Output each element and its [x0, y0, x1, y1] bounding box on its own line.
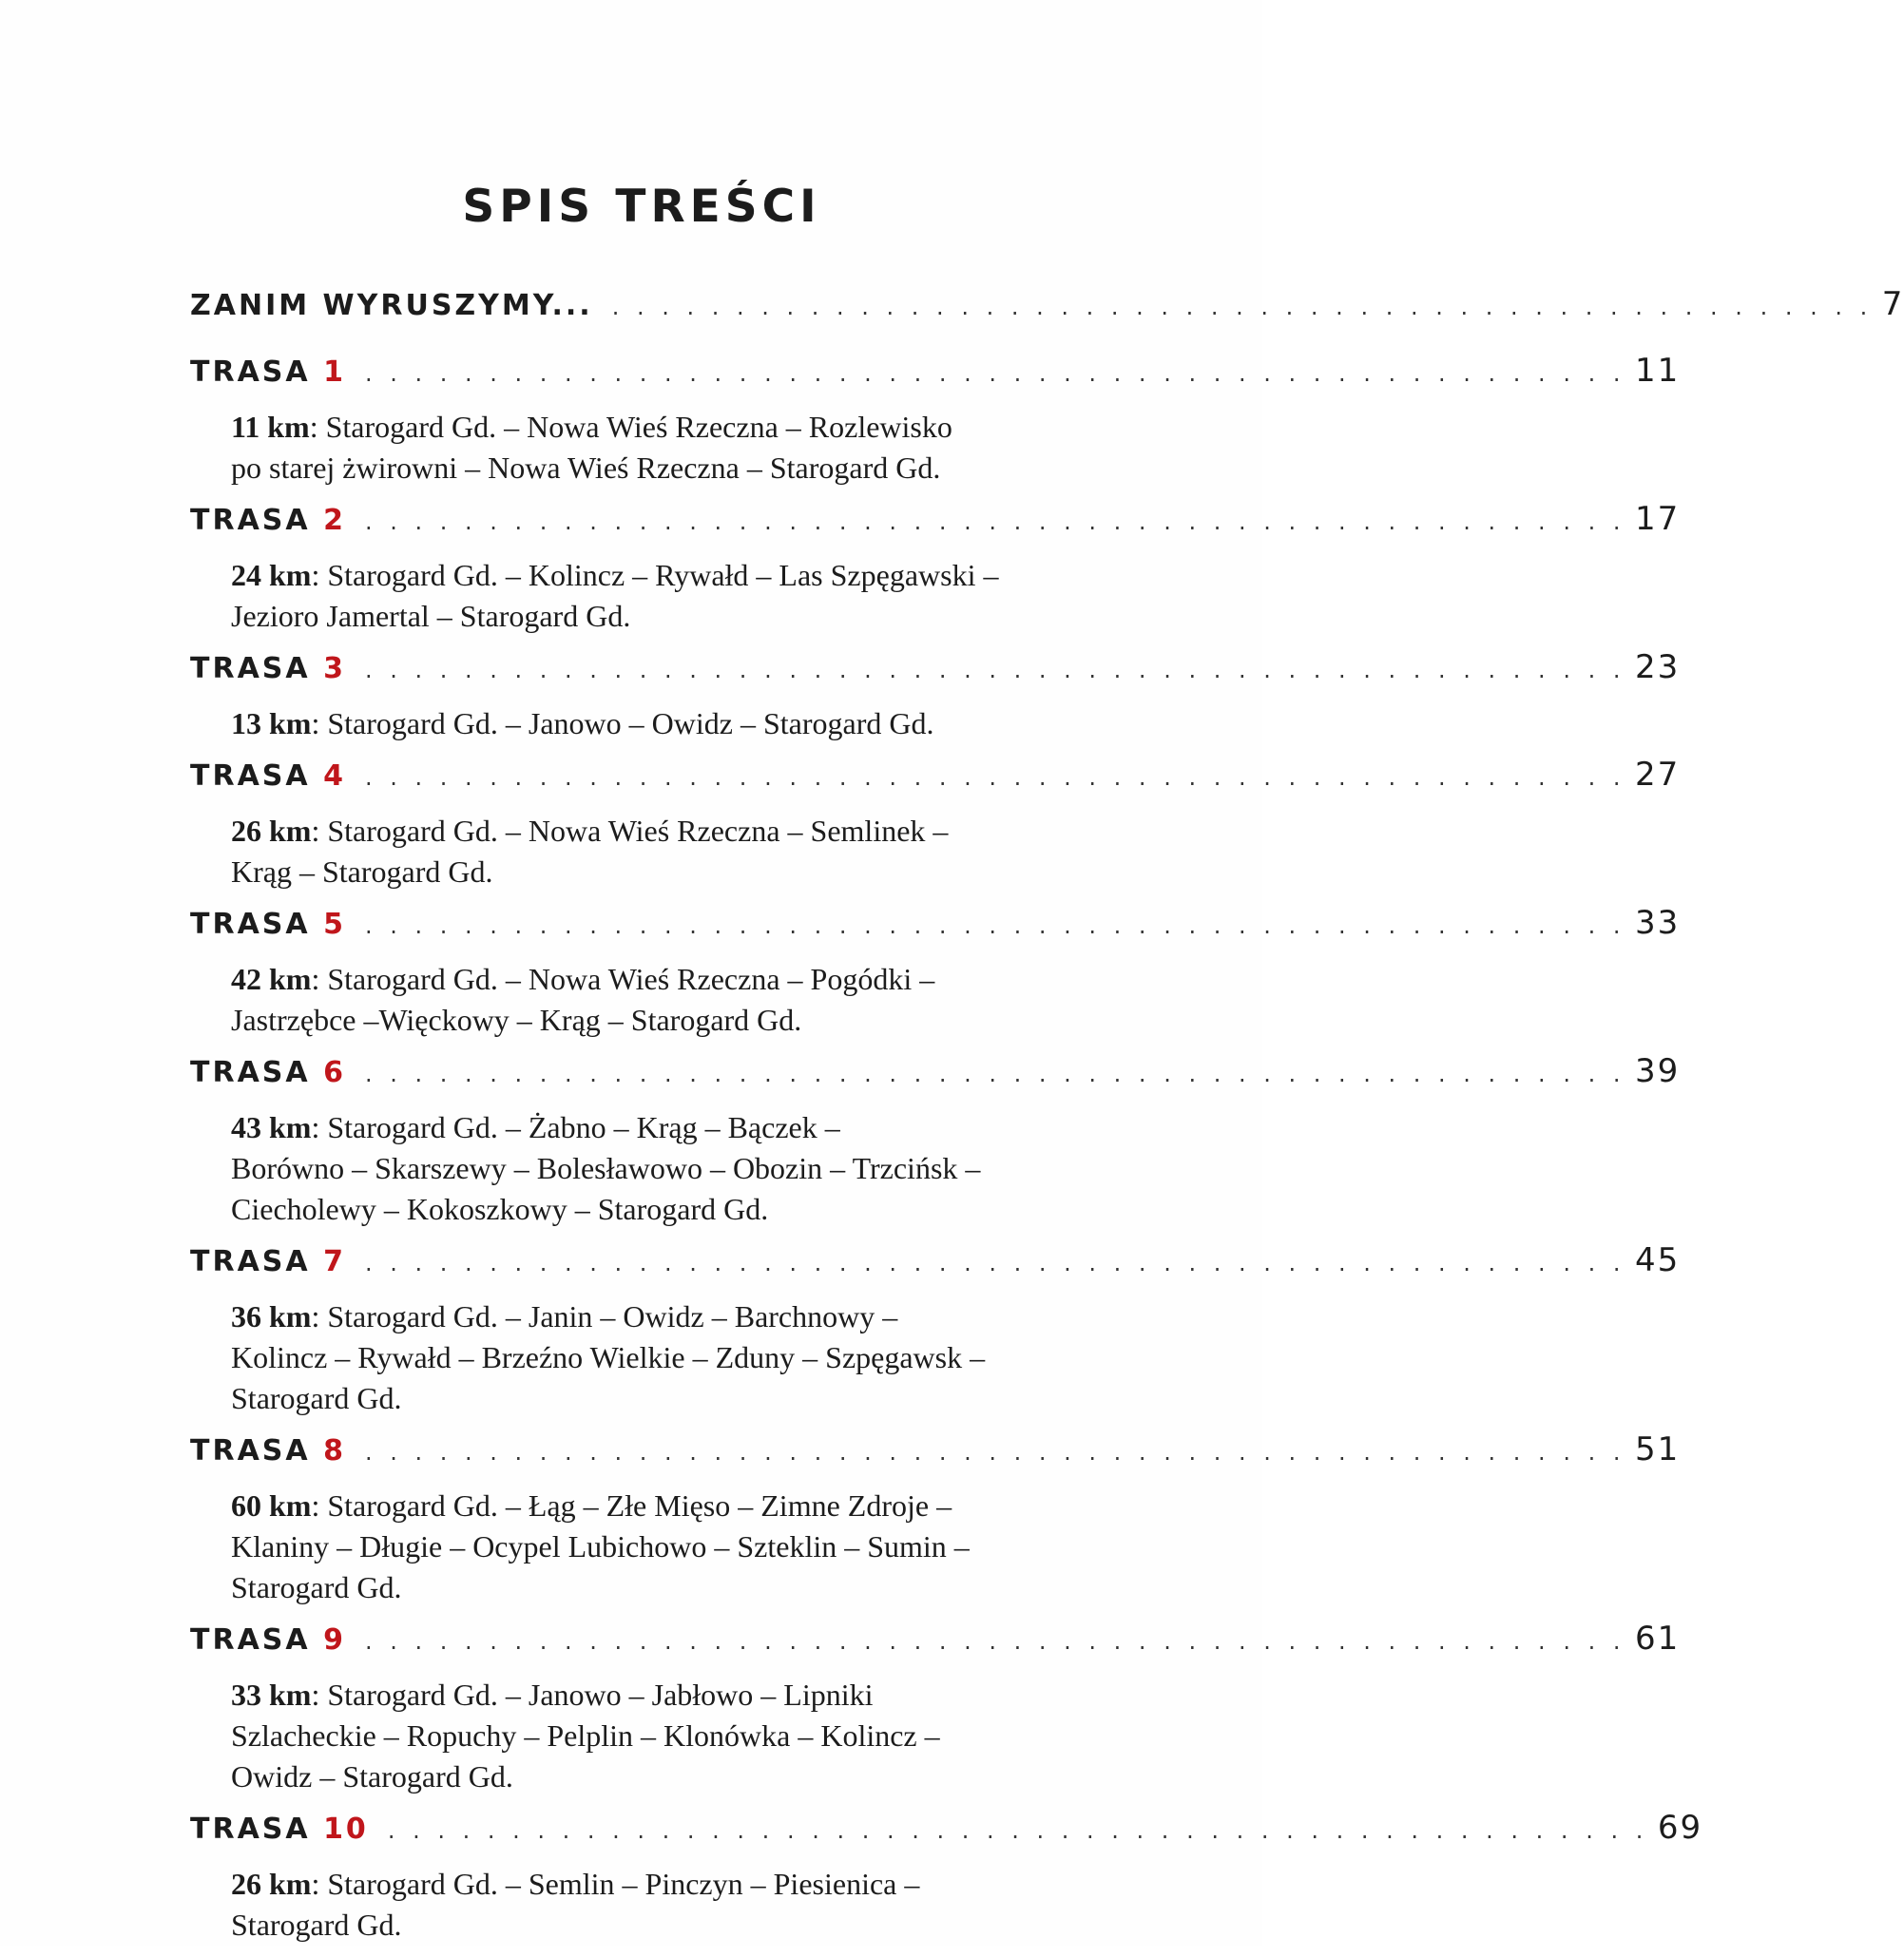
route-number: 1 — [323, 355, 346, 389]
toc-heading-row — [190, 285, 1904, 340]
dot-leader: . . . . . . . . . . . . . . . . . . . . . . . . . . . . . . . . . . . . . . . . . . . . . . . . . . . — [387, 1817, 1648, 1844]
toc-entry-trasa-5 — [190, 904, 1681, 1041]
route-description — [231, 1486, 1067, 1608]
toc-heading — [190, 1434, 346, 1468]
toc-heading-row — [190, 500, 1681, 555]
route-stops: : Starogard Gd. – Janowo – Owidz – Starogard Gd. — [311, 706, 934, 740]
toc-heading — [190, 759, 346, 793]
route-description — [231, 703, 1067, 744]
toc-entry-trasa-9 — [190, 1620, 1681, 1797]
route-line — [231, 1486, 1067, 1526]
toc-heading — [190, 1813, 369, 1846]
trasa-word: TRASA — [190, 1056, 311, 1089]
route-description — [231, 1107, 1067, 1230]
toc-heading-row — [190, 352, 1681, 407]
route-line: Jastrzębce –Więckowy – Krąg – Starogard Gd. — [231, 1003, 802, 1037]
trasa-word: TRASA — [190, 1245, 311, 1278]
route-distance: 11 km — [231, 410, 310, 444]
trasa-word: TRASA — [190, 1434, 311, 1468]
toc-entry-trasa-6 — [190, 1052, 1681, 1230]
page-number: 69 — [1657, 1809, 1703, 1847]
trasa-word: TRASA — [190, 759, 311, 793]
toc-heading — [190, 652, 346, 685]
route-line — [231, 1107, 1067, 1148]
route-distance: 26 km — [231, 1867, 312, 1901]
toc-entry-trasa-4 — [190, 756, 1681, 892]
route-stops: : Starogard Gd. – Nowa Wieś Rzeczna – Pogódki – — [311, 962, 935, 996]
trasa-word: TRASA — [190, 652, 311, 685]
toc-heading-row — [190, 1430, 1681, 1486]
route-stops: : Starogard Gd. – Nowa Wieś Rzeczna – Semlinek – — [311, 814, 949, 848]
route-stops: : Starogard Gd. – Janowo – Jabłowo – Lipniki — [311, 1678, 874, 1712]
route-line: Borówno – Skarszewy – Bolesławowo – Obozin – Trzcińsk – — [231, 1151, 981, 1185]
dot-leader: . . . . . . . . . . . . . . . . . . . . . . . . . . . . . . . . . . . . . . . . . . . . . . . . . . . — [364, 1250, 1625, 1276]
toc-heading: ZANIM WYRUSZYMY... — [190, 289, 593, 322]
dot-leader: . . . . . . . . . . . . . . . . . . . . . . . . . . . . . . . . . . . . . . . . . . . . . . . . . . . — [364, 1628, 1625, 1655]
route-number: 4 — [323, 759, 346, 793]
page-number: 7 — [1881, 285, 1904, 323]
route-description — [231, 555, 1067, 637]
route-line — [231, 555, 1067, 596]
toc-heading — [190, 1245, 346, 1278]
toc-heading-row — [190, 648, 1681, 703]
toc-heading-row — [190, 904, 1681, 959]
route-number: 6 — [323, 1056, 346, 1089]
route-line: Jezioro Jamertal – Starogard Gd. — [231, 599, 631, 633]
route-line: Kolincz – Rywałd – Brzeźno Wielkie – Zduny – Szpęgawsk – — [231, 1340, 986, 1374]
toc-heading — [190, 504, 346, 537]
toc-entry-trasa-1 — [190, 352, 1681, 489]
route-line — [231, 1864, 1067, 1905]
trasa-word: TRASA — [190, 1623, 311, 1657]
toc-heading-row — [190, 1052, 1681, 1107]
dot-leader: . . . . . . . . . . . . . . . . . . . . . . . . . . . . . . . . . . . . . . . . . . . . . . . . . . . — [364, 764, 1625, 791]
route-number: 9 — [323, 1623, 346, 1657]
route-description — [231, 811, 1067, 892]
route-number: 3 — [323, 652, 346, 685]
route-description — [231, 407, 1067, 489]
page-number: 17 — [1634, 500, 1681, 538]
route-description — [231, 1864, 1067, 1946]
trasa-word: TRASA — [190, 1813, 311, 1846]
route-line: Szlacheckie – Ropuchy – Pelplin – Klonówka – Kolincz – — [231, 1718, 940, 1753]
route-distance: 13 km — [231, 706, 312, 740]
route-number: 10 — [323, 1813, 369, 1846]
route-line: Owidz – Starogard Gd. — [231, 1759, 513, 1794]
page-title: SPIS TREŚCI — [462, 181, 821, 233]
dot-leader: . . . . . . . . . . . . . . . . . . . . . . . . . . . . . . . . . . . . . . . . . . . . . . . . . . . — [364, 657, 1625, 683]
toc-heading-row — [190, 1241, 1681, 1296]
route-line: Starogard Gd. — [231, 1908, 402, 1942]
route-line — [231, 811, 1067, 852]
toc-heading-row — [190, 1809, 1703, 1864]
route-line: Starogard Gd. — [231, 1381, 402, 1415]
route-description — [231, 959, 1067, 1041]
route-stops: : Starogard Gd. – Żabno – Krąg – Bączek – — [311, 1110, 840, 1144]
route-distance: 24 km — [231, 558, 312, 592]
route-line — [231, 1296, 1067, 1337]
dot-leader: . . . . . . . . . . . . . . . . . . . . . . . . . . . . . . . . . . . . . . . . . . . . . . . . . . . — [611, 294, 1873, 320]
route-line — [231, 1675, 1067, 1716]
toc-heading — [190, 355, 346, 389]
toc-entry-trasa-10 — [190, 1809, 1703, 1946]
route-stops: : Starogard Gd. – Nowa Wieś Rzeczna – Rozlewisko — [309, 410, 952, 444]
dot-leader: . . . . . . . . . . . . . . . . . . . . . . . . . . . . . . . . . . . . . . . . . . . . . . . . . . . — [364, 912, 1625, 939]
route-line: Krąg – Starogard Gd. — [231, 854, 493, 889]
route-distance: 36 km — [231, 1299, 312, 1333]
dot-leader: . . . . . . . . . . . . . . . . . . . . . . . . . . . . . . . . . . . . . . . . . . . . . . . . . . . — [364, 360, 1625, 387]
route-line — [231, 407, 1067, 448]
route-line: Klaniny – Długie – Ocypel Lubichowo – Szteklin – Sumin – — [231, 1529, 970, 1564]
page-number: 61 — [1634, 1620, 1681, 1658]
dot-leader: . . . . . . . . . . . . . . . . . . . . . . . . . . . . . . . . . . . . . . . . . . . . . . . . . . . — [364, 1061, 1625, 1087]
toc-heading — [190, 1623, 346, 1657]
page-number: 39 — [1634, 1052, 1681, 1090]
route-description — [231, 1296, 1067, 1419]
page-number: 33 — [1634, 904, 1681, 942]
toc-entry-trasa-3 — [190, 648, 1681, 744]
page-number: 45 — [1634, 1241, 1681, 1279]
toc-heading-row — [190, 756, 1681, 811]
toc-entry-trasa-2 — [190, 500, 1681, 637]
toc-heading-row — [190, 1620, 1681, 1675]
route-number: 2 — [323, 504, 346, 537]
dot-leader: . . . . . . . . . . . . . . . . . . . . . . . . . . . . . . . . . . . . . . . . . . . . . . . . . . . — [364, 508, 1625, 535]
trasa-word: TRASA — [190, 355, 311, 389]
toc-entry-intro — [190, 285, 1904, 340]
route-line — [231, 959, 1067, 1000]
route-stops: : Starogard Gd. – Janin – Owidz – Barchnowy – — [311, 1299, 898, 1333]
route-line: Ciecholewy – Kokoszkowy – Starogard Gd. — [231, 1192, 769, 1226]
trasa-word: TRASA — [190, 504, 311, 537]
page-number: 23 — [1634, 648, 1681, 686]
route-number: 8 — [323, 1434, 346, 1468]
toc-heading — [190, 908, 346, 941]
route-stops: : Starogard Gd. – Łąg – Złe Mięso – Zimne Zdroje – — [311, 1488, 952, 1523]
route-distance: 33 km — [231, 1678, 312, 1712]
toc-entries — [190, 352, 1703, 1946]
page-number: 11 — [1634, 352, 1681, 390]
route-stops: : Starogard Gd. – Semlin – Pinczyn – Piesienica – — [311, 1867, 920, 1901]
route-distance: 42 km — [231, 962, 312, 996]
route-distance: 60 km — [231, 1488, 312, 1523]
table-of-contents — [190, 285, 1904, 1957]
route-stops: : Starogard Gd. – Kolincz – Rywałd – Las Szpęgawski – — [311, 558, 999, 592]
page-number: 27 — [1634, 756, 1681, 794]
route-number: 7 — [323, 1245, 346, 1278]
route-distance: 26 km — [231, 814, 312, 848]
toc-entry-trasa-8 — [190, 1430, 1681, 1608]
route-distance: 43 km — [231, 1110, 312, 1144]
route-description — [231, 1675, 1067, 1797]
dot-leader: . . . . . . . . . . . . . . . . . . . . . . . . . . . . . . . . . . . . . . . . . . . . . . . . . . . — [364, 1439, 1625, 1466]
page-number: 51 — [1634, 1430, 1681, 1468]
route-number: 5 — [323, 908, 346, 941]
route-line: Starogard Gd. — [231, 1570, 402, 1604]
toc-entry-trasa-7 — [190, 1241, 1681, 1419]
toc-heading — [190, 1056, 346, 1089]
route-line: po starej żwirowni – Nowa Wieś Rzeczna – Starogard Gd. — [231, 451, 941, 485]
trasa-word: TRASA — [190, 908, 311, 941]
route-line — [231, 703, 1067, 744]
